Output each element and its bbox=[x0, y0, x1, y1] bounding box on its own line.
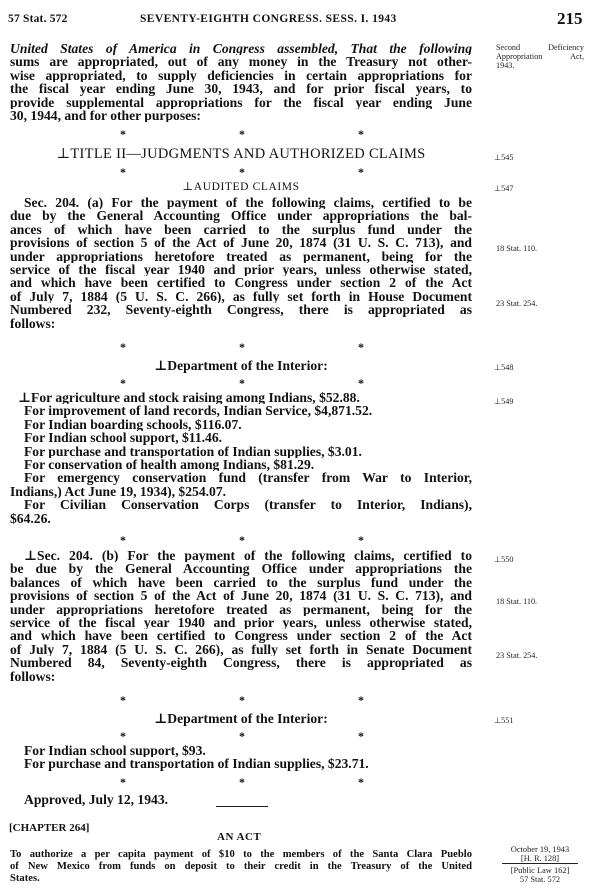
text-line: sums are appropriated, out of any money in the Treasury not other- bbox=[10, 55, 472, 69]
text-line: service of the fiscal year 1940 and prior years, unless otherwise stated, bbox=[10, 262, 472, 277]
omission-stars bbox=[10, 340, 472, 353]
list-item: For Indian school support, $93. bbox=[24, 744, 206, 758]
text-line: provisions of section 5 of the Act of June 20, 1874 (31 U. S. C. 713), and bbox=[10, 236, 472, 250]
margin-note-ref: ⊥550 bbox=[494, 555, 514, 564]
list-item: For Indian boarding schools, $116.07. bbox=[24, 417, 242, 432]
section-204a bbox=[10, 196, 472, 330]
star: * bbox=[120, 165, 126, 179]
star: * bbox=[239, 729, 245, 743]
list-item: ⊥For agriculture and stock raising among Indians, $52.88. bbox=[18, 391, 360, 405]
page-number: 215 bbox=[557, 9, 583, 28]
margin-note-act-info bbox=[494, 845, 586, 884]
text-line: of July 7, 1884 (5 U. S. C. 266), as fully set forth in Senate Document bbox=[10, 642, 472, 657]
margin-note-line: [H. R. 128] bbox=[502, 854, 578, 864]
margin-note-line: [Public Law 162] bbox=[510, 866, 570, 875]
department-heading: ⊥Department of the Interior: bbox=[154, 711, 328, 726]
text-line: under appropriations heretofore treated as permanent, being for the bbox=[10, 249, 472, 263]
margin-note-ref: ⊥547 bbox=[494, 184, 514, 193]
star: * bbox=[239, 165, 245, 179]
text-line: service of the fiscal year 1940 and prior years, unless otherwise stated, bbox=[10, 615, 472, 630]
star: * bbox=[120, 376, 126, 390]
omission-stars bbox=[10, 127, 472, 140]
text-line: Numbered 84, Seventy-eighth Congress, there is appropriated as bbox=[10, 656, 472, 670]
text-line: provisions of section 5 of the Act of June 20, 1874 (31 U. S. C. 713), and bbox=[10, 589, 472, 603]
margin-note-ref: ⊥549 bbox=[494, 397, 514, 406]
margin-note-line: October 19, 1943 bbox=[510, 845, 570, 854]
list-item: For conservation of health among Indians, $81.29. bbox=[24, 457, 315, 472]
margin-note-citation: 23 Stat. 254. bbox=[496, 299, 538, 308]
text-line: provide supplemental appropriations for the fiscal year ending June bbox=[10, 95, 472, 109]
list-item: For improvement of land records, Indian Service, $4,871.52. bbox=[24, 404, 373, 418]
interior-items-a bbox=[10, 391, 472, 525]
star: * bbox=[120, 340, 126, 354]
margin-note-line: Appropriation Act, bbox=[496, 52, 584, 61]
list-item: For Civilian Conservation Corps (transfer to Interior, Indians), bbox=[24, 498, 472, 512]
text-line: United States of America in Congress assembled, That the following bbox=[10, 42, 472, 56]
enacting-clause bbox=[10, 42, 472, 122]
margin-note-citation: 18 Stat. 110. bbox=[496, 597, 538, 606]
section-heading: ⊥AUDITED CLAIMS bbox=[182, 181, 300, 193]
list-item: $64.26. bbox=[10, 511, 51, 525]
star: * bbox=[358, 729, 364, 743]
star: * bbox=[358, 127, 364, 141]
stat-reference: 57 Stat. 572 bbox=[8, 13, 68, 25]
star: * bbox=[239, 376, 245, 390]
omission-stars bbox=[10, 533, 472, 546]
star: * bbox=[120, 127, 126, 141]
star: * bbox=[358, 775, 364, 789]
star: * bbox=[239, 533, 245, 547]
margin-note-citation: 18 Stat. 110. bbox=[496, 244, 538, 253]
text-line: due by the General Accounting Office under appropriations the bal- bbox=[10, 209, 472, 223]
text-line: balances of which have been carried to the surplus fund under the bbox=[10, 575, 472, 590]
text-line: follows: bbox=[10, 669, 56, 683]
text-line: of July 7, 1884 (5 U. S. C. 266), as fully set forth in House Document bbox=[10, 289, 472, 304]
star: * bbox=[358, 693, 364, 707]
act-title-line: States. bbox=[10, 873, 40, 884]
margin-note-act-name bbox=[496, 43, 584, 70]
star: * bbox=[358, 533, 364, 547]
list-item: For purchase and transportation of Indian supplies, $3.01. bbox=[24, 444, 362, 458]
star: * bbox=[120, 693, 126, 707]
omission-stars bbox=[10, 729, 472, 742]
list-item: For Indian school support, $11.46. bbox=[24, 431, 223, 445]
text-line: follows: bbox=[10, 316, 56, 330]
text-line: 30, 1944, and for other purposes: bbox=[10, 108, 201, 123]
omission-stars bbox=[10, 693, 472, 706]
omission-stars bbox=[10, 165, 472, 178]
act-title-line: of New Mexico from funds on deposit to their credit in the Treasury of the United bbox=[10, 861, 472, 872]
star: * bbox=[358, 165, 364, 179]
star: * bbox=[358, 376, 364, 390]
omission-stars bbox=[10, 775, 472, 788]
omission-stars bbox=[10, 376, 472, 389]
text-line: be due by the General Accounting Office under appropriations the bbox=[10, 562, 472, 576]
star: * bbox=[120, 775, 126, 789]
text-line: ances of which have been carried to the surplus fund under the bbox=[10, 222, 472, 237]
approval-date: Approved, July 12, 1943. bbox=[24, 792, 169, 807]
margin-note-ref: ⊥545 bbox=[494, 153, 514, 162]
interior-items-b bbox=[10, 744, 472, 771]
list-item: For purchase and transportation of Indian supplies, $23.71. bbox=[24, 757, 369, 771]
text-line: ⊥Sec. 204. (b) For the payment of the following claims, certified to bbox=[24, 549, 472, 563]
text-line: the fiscal year ending June 30, 1943, and for prior fiscal years, to bbox=[10, 82, 472, 96]
text-line: Numbered 232, Seventy-eighth Congress, there is appropriated as bbox=[10, 303, 472, 317]
star: * bbox=[120, 729, 126, 743]
star: * bbox=[358, 340, 364, 354]
act-title bbox=[10, 849, 472, 885]
star: * bbox=[239, 775, 245, 789]
text-line: under appropriations heretofore treated as permanent, being for the bbox=[10, 602, 472, 616]
text-line: and which have been certified to Congress under section 2 of the Act bbox=[10, 276, 472, 290]
margin-note-ref: ⊥551 bbox=[494, 716, 514, 725]
star: * bbox=[120, 533, 126, 547]
star: * bbox=[239, 127, 245, 141]
margin-note-citation: 23 Stat. 254. bbox=[496, 651, 538, 660]
act-heading: AN ACT bbox=[217, 831, 262, 843]
margin-note-line: 57 Stat. 572 bbox=[519, 875, 561, 884]
margin-note-line: 1943. bbox=[496, 61, 515, 70]
list-item: Indians,) Act June 19, 1934), $254.07. bbox=[10, 484, 227, 499]
text-line: and which have been certified to Congress under section 2 of the Act bbox=[10, 629, 472, 643]
margin-note-line: Second Deficiency bbox=[496, 43, 584, 52]
text-line: Sec. 204. (a) For the payment of the following claims, certified to be bbox=[24, 196, 472, 210]
star: * bbox=[239, 340, 245, 354]
page-header-title: SEVENTY-EIGHTH CONGRESS. SESS. I. 1943 bbox=[140, 13, 397, 25]
list-item: For emergency conservation fund (transfer from War to Interior, bbox=[24, 471, 472, 485]
department-heading: ⊥Department of the Interior: bbox=[154, 358, 328, 373]
chapter-label: [CHAPTER 264] bbox=[9, 822, 90, 834]
title-heading: ⊥TITLE II—JUDGMENTS AND AUTHORIZED CLAIMS bbox=[56, 146, 426, 162]
star: * bbox=[239, 693, 245, 707]
section-204b bbox=[10, 549, 472, 683]
margin-note-ref: ⊥548 bbox=[494, 363, 514, 372]
divider-rule bbox=[216, 806, 268, 807]
act-title-line: To authorize a per capita payment of $10 to the members of the Santa Clara Pueblo bbox=[10, 849, 472, 860]
text-line: wise appropriated, to supply deficiencies in certain appropriations for bbox=[10, 68, 472, 83]
